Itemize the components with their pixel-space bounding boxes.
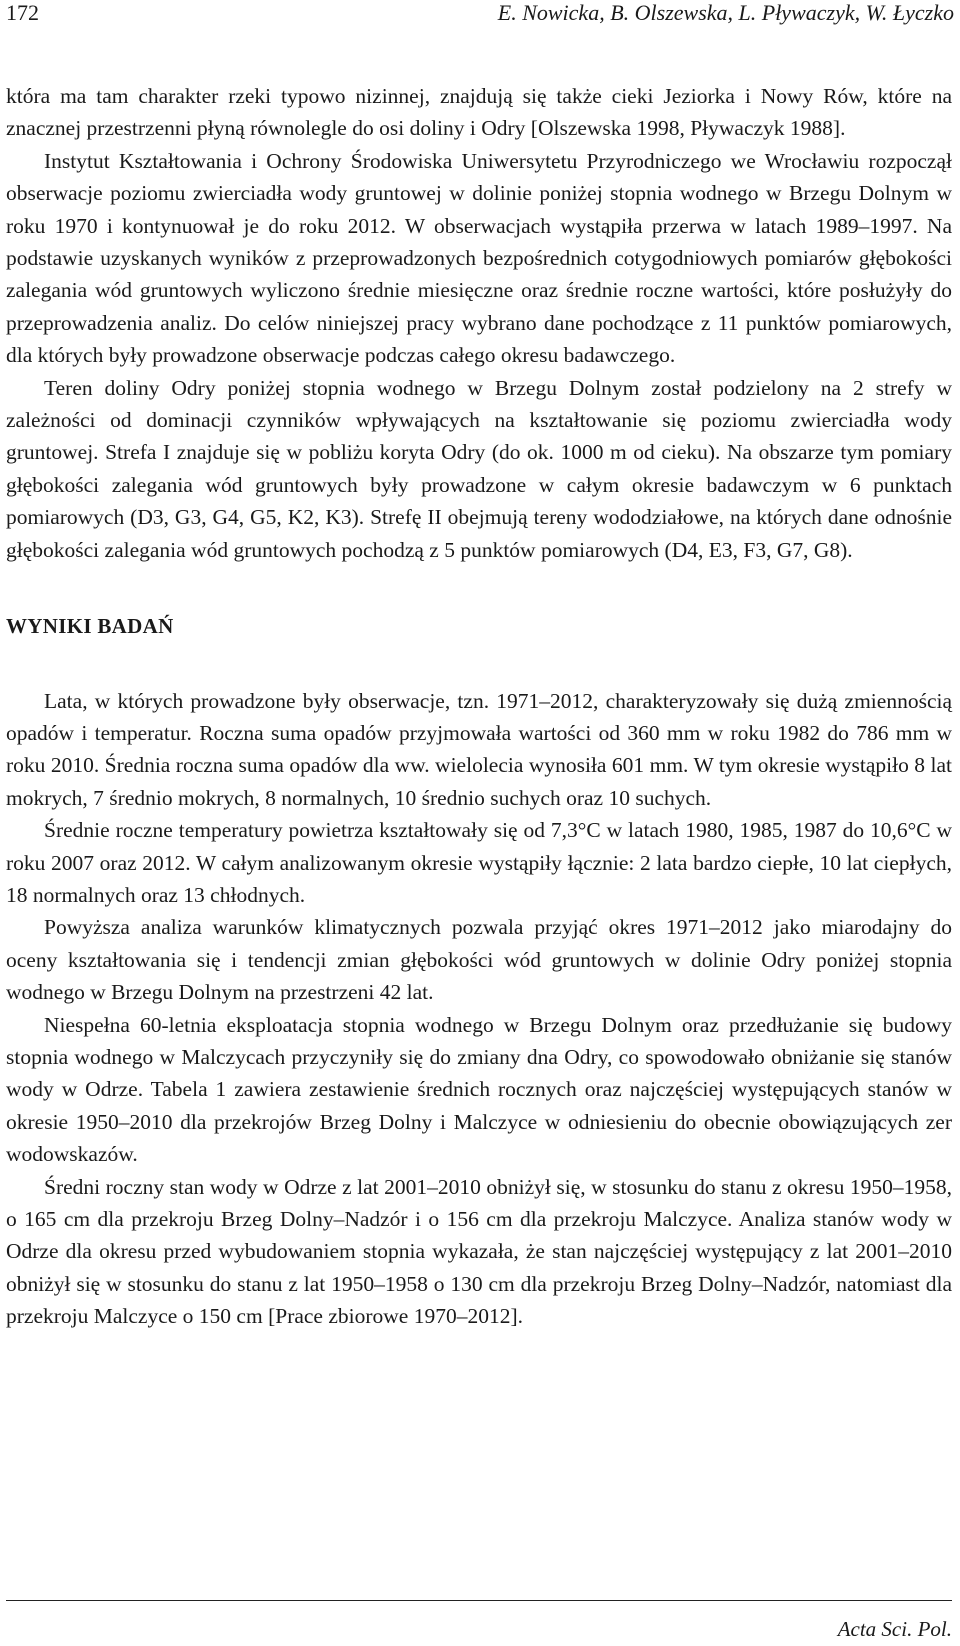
paragraph-water-level-drop: Średni roczny stan wody w Odrze z lat 2001–2010 obniżył się, w stosunku do stanu z okresu 1950–1958, o 165 cm dla przekroju Brzeg Dolny–Nadzór i o 156 cm dla przekroju Malczyce. Analiza stanów wody w Odrze dla okresu przed wybudowaniem stopnia wykazała, że stan najczęściej występujący z lat 2001–2010 obniżył się w stosunku do stanu z lat 1950–1958 o 130 cm dla przekroju Brzeg Dolny–Nadzór, natomiast dla przekroju Malczyce o 150 cm [Prace zbiorowe 1970–2012]. — [6, 1174, 952, 1329]
page-header — [6, 0, 954, 34]
paragraph-analysis-period: Powyższa analiza warunków klimatycznych pozwala przyjąć okres 1971–2012 jako miarodajny do oceny kształtowania się i tendencji zmian głębokości wód gruntowych w dolinie Odry poniżej stopnia wodnego w Brzegu Dolnym na przestrzeni 42 lat. — [6, 915, 952, 1005]
footer-journal-name: Acta Sci. Pol. — [837, 1617, 952, 1641]
running-head-authors: E. Nowicka, B. Olszewska, L. Pływaczyk, W. Łyczko — [497, 0, 954, 25]
paragraph-continued: która ma tam charakter rzeki typowo nizinnej, znajdują się także cieki Jeziorka i Nowy Rów, które na znacznej przestrzenni płyną równolegle do osi doliny i Odry [Olszewska 1998, Pływaczyk 1988]. — [6, 84, 952, 141]
paragraph-zones: Teren doliny Odry poniżej stopnia wodnego w Brzegu Dolnym został podzielony na 2 strefy w zależności od dominacji czynników wpływających na kształtowanie się poziomu zwierciadła wody gruntowej. Strefa I znajduje się w pobliżu koryta Odry (do ok. 1000 m od cieku). Na obszarze tym pomiary głębokości zalegania wód gruntowych były prowadzone w całym okresie badawczym w 6 punktach pomiarowych (D3, G3, G4, G5, K2, K3). Strefę II obejmują tereny wododziałowe, na których dane odnośnie głębokości zalegania wód gruntowych pochodzą z 5 punktów pomiarowych (D4, E3, F3, G7, G8). — [6, 375, 952, 562]
page-number: 172 — [6, 0, 39, 25]
footer-divider — [6, 1600, 952, 1601]
paragraph-methods: Instytut Kształtowania i Ochrony Środowiska Uniwersytetu Przyrodniczego we Wrocławiu rozpoczął obserwacje poziomu zwierciadła wody gruntowej w dolinie poniżej stopnia wodnego w Brzegu Dolnym w roku 1970 i kontynuował je do roku 2012. W obserwacjach wystąpiła przerwa w latach 1989–1997. Na podstawie uzyskanych wyników z przeprowadzonych bezpośrednich cotygodniowych pomiarów głębokości zalegania wód gruntowych wyliczono średnie miesięczne oraz średnie roczne wartości, które posłużyły do przeprowadzenia analiz. Do celów niniejszej pracy wybrano dane pochodzące z 11 punktów pomiarowych, dla których były prowadzone obserwacje podczas całego okresu badawczego. — [6, 148, 952, 368]
article-body — [6, 80, 952, 1333]
paragraph-climate-precipitation: Lata, w których prowadzone były obserwacje, tzn. 1971–2012, charakteryzowały się dużą zmiennością opadów i temperatur. Roczna suma opadów przyjmowała wartości od 360 mm w roku 1982 do 786 mm w roku 2010. Średnia roczna suma opadów dla ww. wielolecia wynosiła 601 mm. W tym okresie wystąpiło 8 lat mokrych, 7 średnio mokrych, 8 normalnych, 10 średnio suchych oraz 10 suchych. — [6, 688, 952, 810]
paragraph-river-bed-change: Niespełna 60-letnia eksploatacja stopnia wodnego w Brzegu Dolnym oraz przedłużanie się budowy stopnia wodnego w Malczycach przyczyniły się do zmiany dna Odry, co spowodowało obniżanie się stanów wody w Odrze. Tabela 1 zawiera zestawienie średnich rocznych oraz najczęściej występujących stanów w okresie 1950–2010 dla przekrojów Brzeg Dolny i Malczyce w odniesieniu do obecnie obowiązujących zer wodowskazów. — [6, 1012, 952, 1167]
paragraph-climate-temperature: Średnie roczne temperatury powietrza kształtowały się od 7,3°C w latach 1980, 1985, 1987 do 10,6°C w roku 2007 oraz 2012. W całym analizowanym okresie wystąpiły łącznie: 2 lata bardzo ciepłe, 10 lat ciepłych, 18 normalnych oraz 13 chłodnych. — [6, 818, 952, 907]
section-heading-results: WYNIKI BADAŃ — [6, 614, 174, 639]
